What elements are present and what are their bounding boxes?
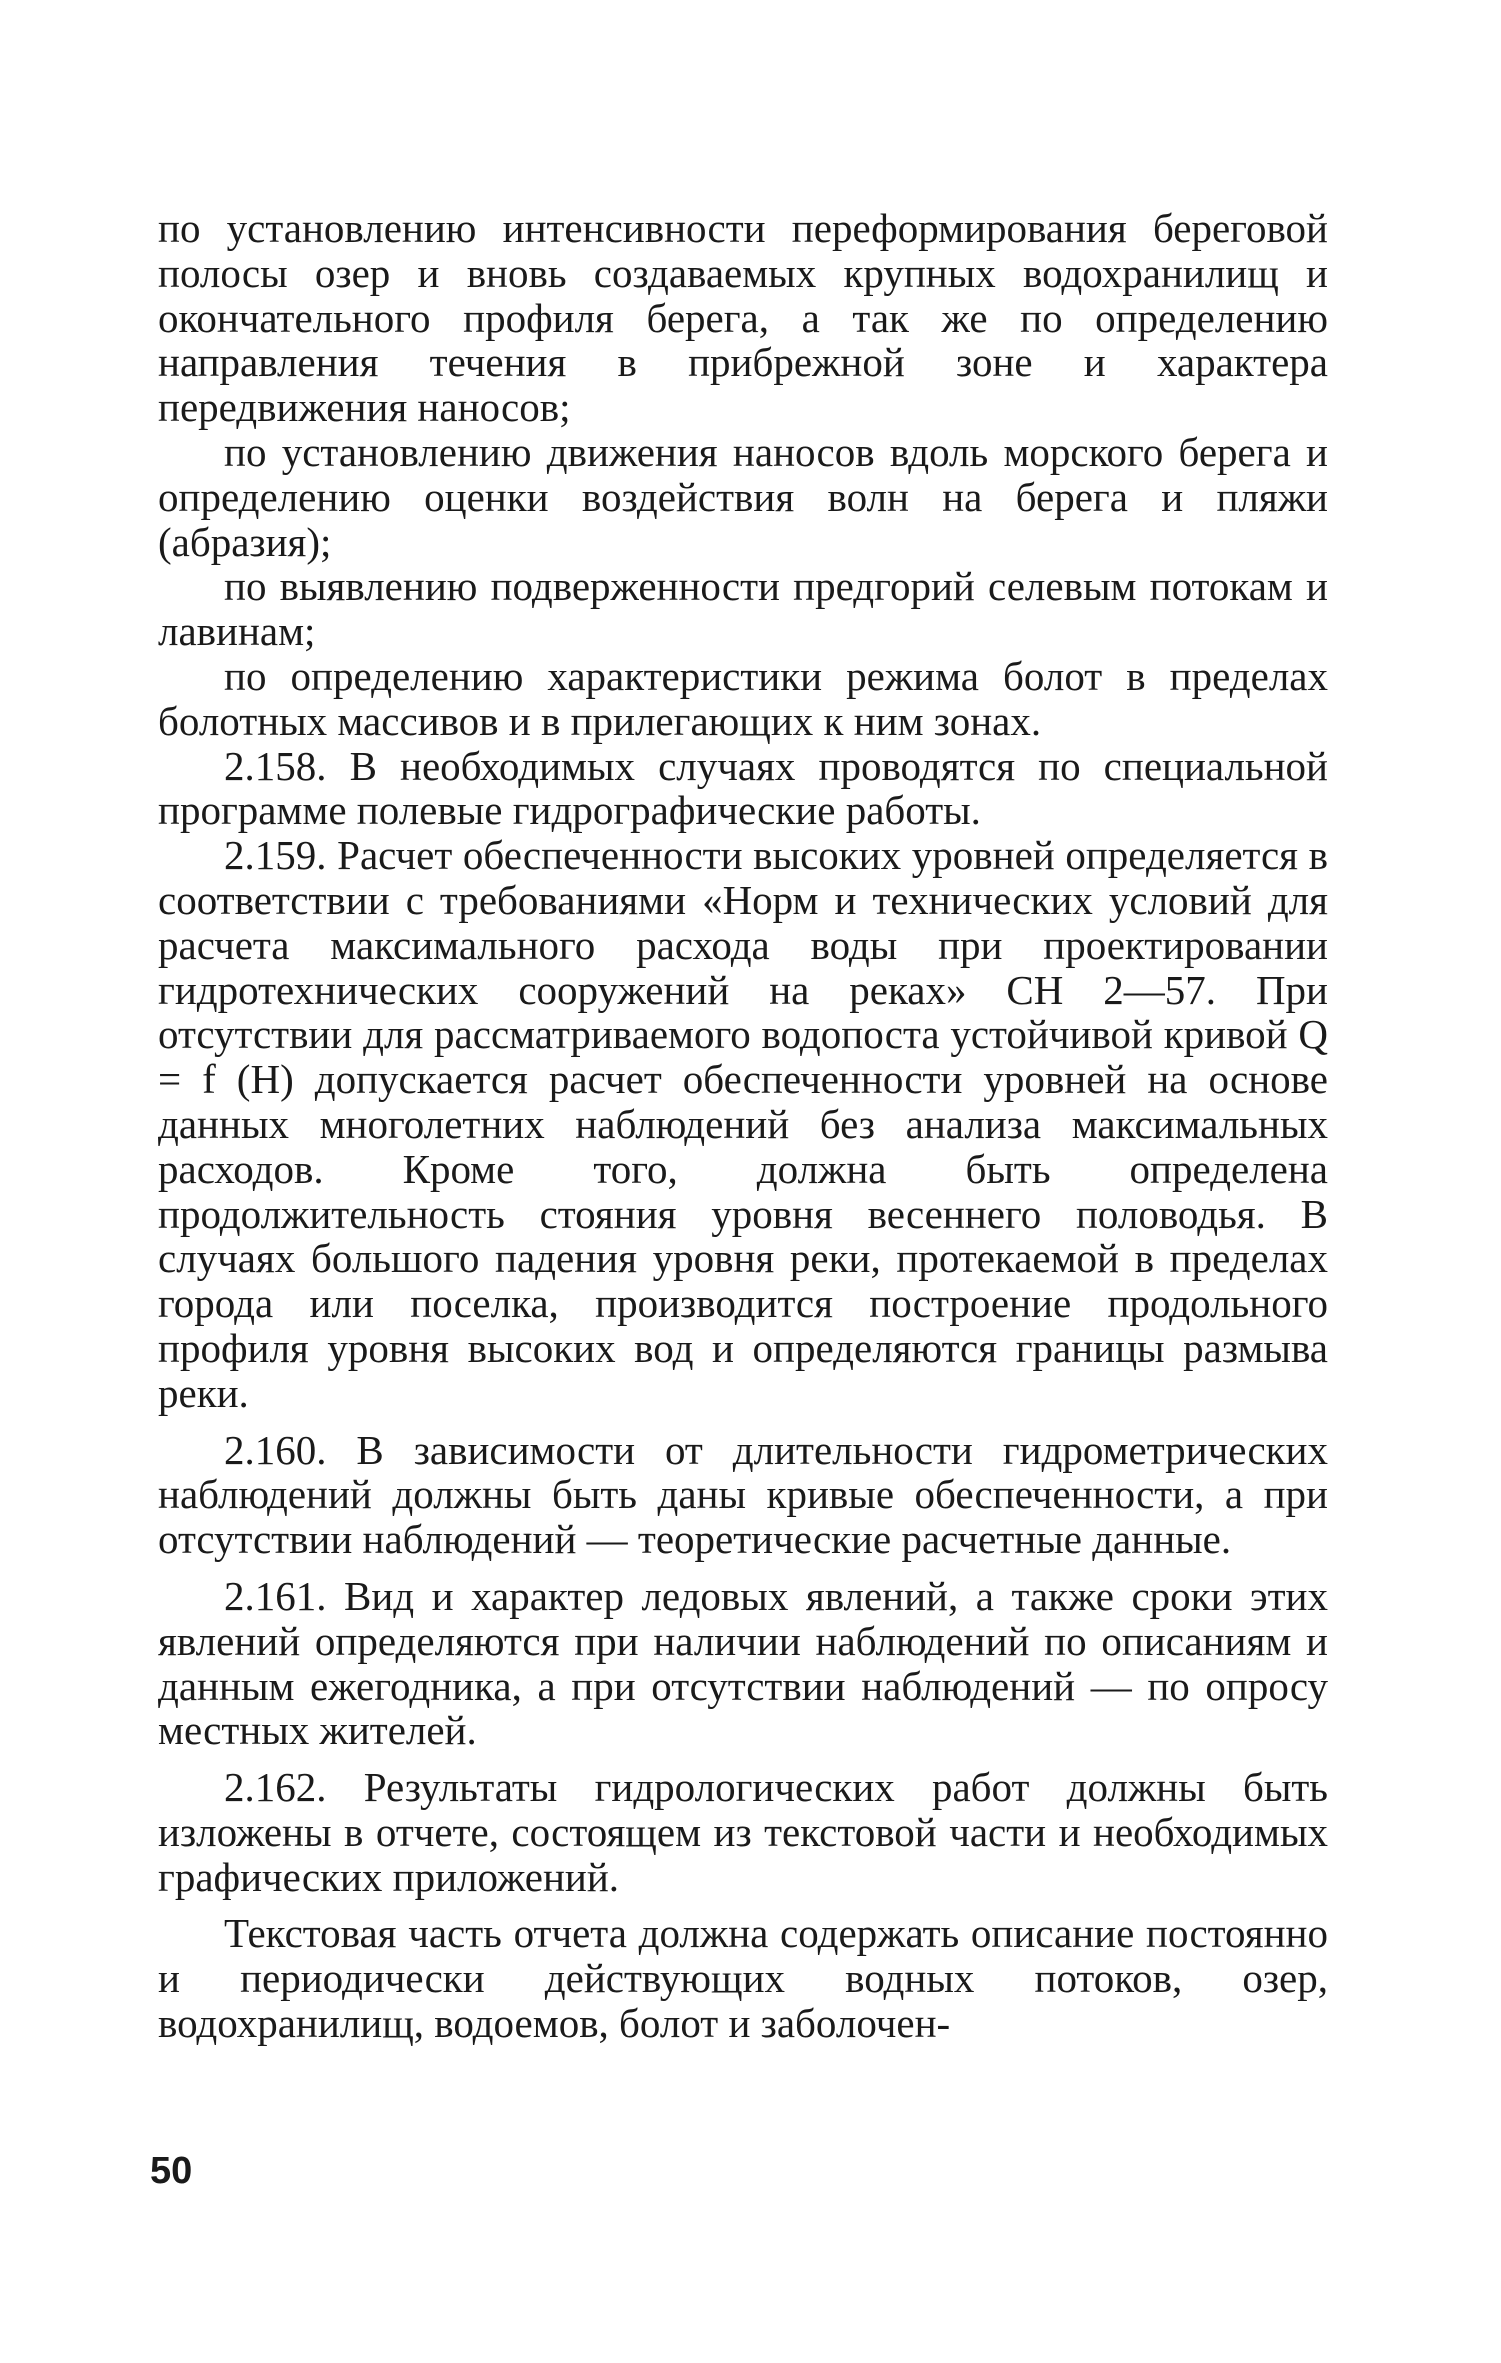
paragraph-2: по установлению движения наносов вдоль морского берега и определению оценки воздействия волн на берега и пляжи (абразия); [158,428,1328,565]
page-body [158,206,1328,2046]
page-number: 50 [150,2150,193,2192]
paragraph-2-159: 2.159. Расчет обеспеченности высоких уровней определяется в соответствии с требованиями «Норм и технических условий для расчета максимального расхода воды при проектировании гидротехнических сооружений на реках» СН 2—57. При отсутствии для рассматриваемого водопоста устойчивой кривой Q = f (H) допускается расчет обеспеченности уровней на основе данных многолетних наблюдений без анализа максимальных расходов. Кроме того, должна быть определена продолжительность стояния уровня весеннего половодья. В случаях большого падения уровня реки, протекаемой в пределах города или поселка, производится построение продольного профиля уровня высоких вод и определяются границы размыва реки. [158,832,1328,1416]
paragraph-report-text: Текстовая часть отчета должна содержать описание постоянно и периодически действующих водных потоков, озер, водохранилищ, водоемов, болот и заболочен- [158,1910,1328,2047]
paragraph-2-161: 2.161. Вид и характер ледовых явлений, а также сроки этих явлений определяются при наличии наблюдений по описаниям и данным ежегодника, а при отсутствии наблюдений — по опросу местных жителей. [158,1572,1328,1754]
paragraph-3: по выявлению подверженности предгорий селевым потокам и лавинам; [158,563,1328,655]
paragraph-2-160: 2.160. В зависимости от длительности гидрометрических наблюдений должны быть даны кривые обеспеченности, а при отсутствии наблюдений — теоретические расчетные данные. [158,1426,1328,1563]
paragraph-4: по определению характеристики режима болот в пределах болотных массивов и в прилегающих к ним зонах. [158,652,1328,744]
paragraph-2-158: 2.158. В необходимых случаях проводятся по специальной программе полевые гидрографические работы. [158,742,1328,834]
paragraph-1: по установлению интенсивности переформирования береговой полосы озер и вновь создаваемых крупных водохранилищ и окончательного профиля берега, а так же по определению направления течения в прибрежной зоне и характера передвижения наносов; [158,205,1328,431]
paragraph-2-162: 2.162. Результаты гидрологических работ должны быть изложены в отчете, состоящем из текстовой части и необходимых графических приложений. [158,1764,1328,1900]
